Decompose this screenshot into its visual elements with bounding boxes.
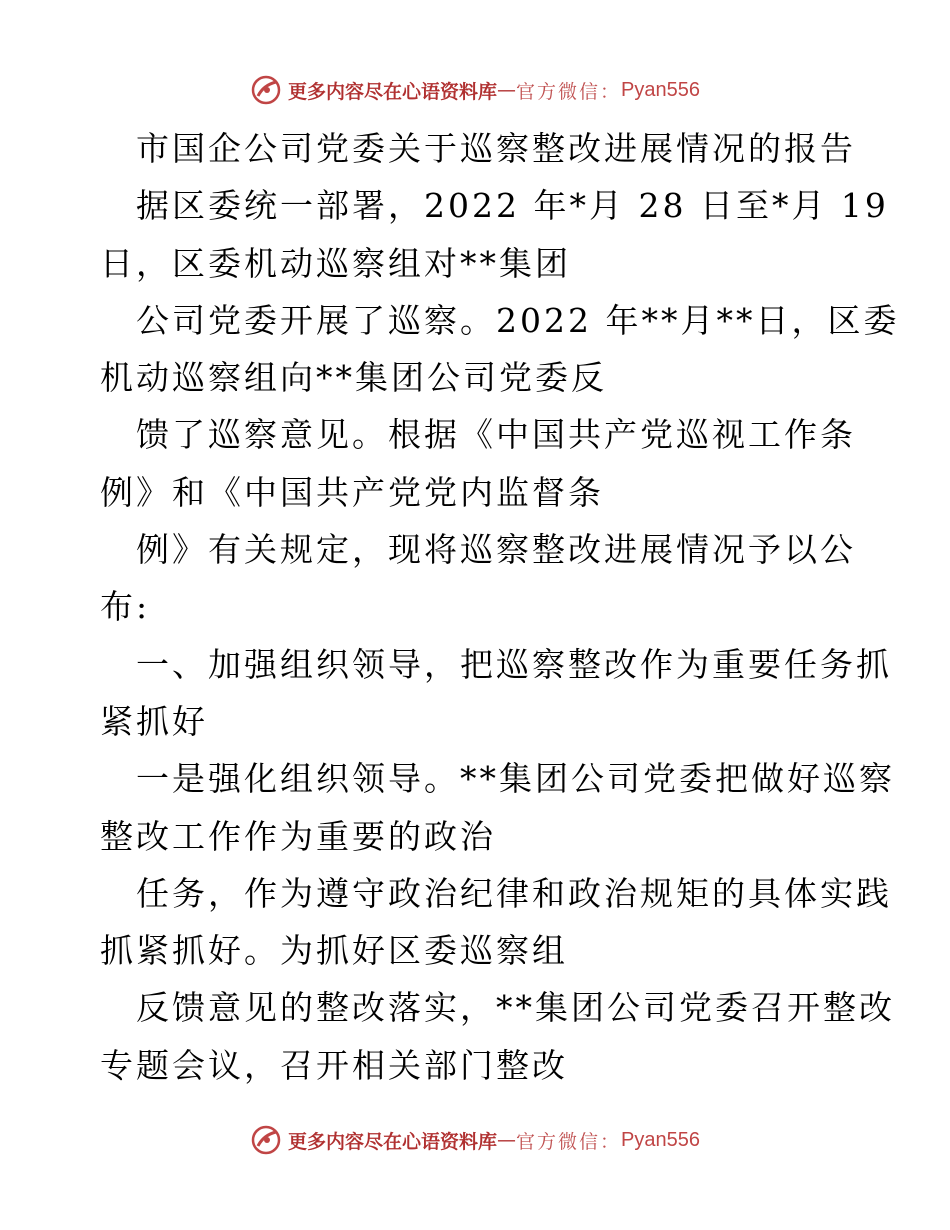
footer-banner [0,1120,950,1160]
document-line: 例》和《中国共产党党内监督条 [100,472,604,512]
document-line: 布: [100,587,151,627]
document-line: 任务，作为遵守政治纪律和政治规矩的具体实践 [136,873,892,913]
banner-separator: — [497,1129,517,1151]
document-line: 反馈意见的整改落实，**集团公司党委召开整改 [136,988,895,1028]
banner-brand-text: 更多内容尽在心语资料库 [288,1130,498,1153]
banner-separator: — [497,79,517,101]
banner-wechat-id: Pyan556 [621,78,700,101]
banner-wechat-label: 官方微信： [516,80,622,103]
document-line: 日，区委机动巡察组对**集团 [100,243,571,283]
document-body [100,120,900,1094]
document-line: 抓紧抓好。为抓好区委巡察组 [100,931,568,971]
document-line: 据区委统一部署，2022 年*月 28 日至*月 19 [136,186,889,226]
document-line: 专题会议，召开相关部门整改 [100,1045,568,1085]
header-banner [0,70,950,110]
document-line: 紧抓好 [100,701,208,741]
document-line: 馈了巡察意见。根据《中国共产党巡视工作条 [136,415,856,455]
banner-wechat-label: 官方微信： [516,1130,622,1153]
brand-logo-icon [250,1124,282,1156]
document-line: 一、加强组织领导，把巡察整改作为重要任务抓 [136,644,892,684]
brand-logo-icon [250,74,282,106]
document-line: 公司党委开展了巡察。2022 年**月**日，区委 [136,300,900,340]
document-line: 机动巡察组向**集团公司党委反 [100,358,607,398]
banner-wechat-id: Pyan556 [621,1128,700,1151]
document-line: 整改工作作为重要的政治 [100,816,496,856]
banner-brand-text: 更多内容尽在心语资料库 [288,80,498,103]
document-line: 市国企公司党委关于巡察整改进展情况的报告 [136,129,856,168]
document-line: 一是强化组织领导。**集团公司党委把做好巡察 [136,759,895,799]
document-line: 例》有关规定，现将巡察整改进展情况予以公 [136,530,856,570]
